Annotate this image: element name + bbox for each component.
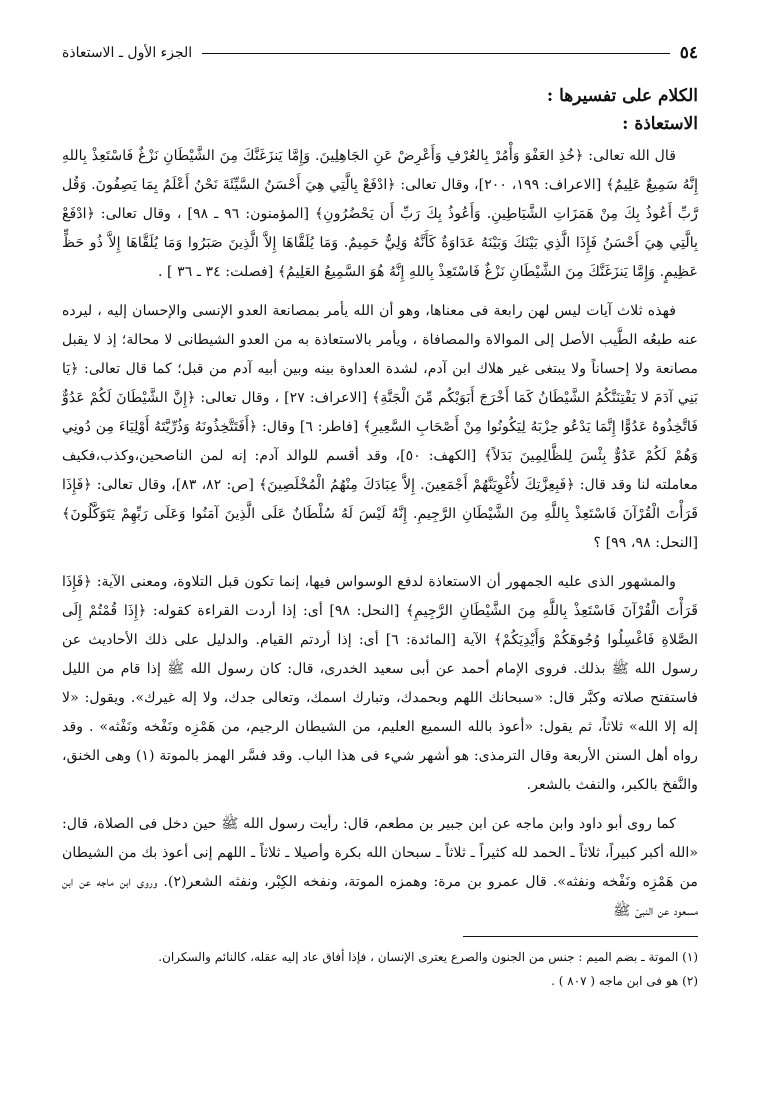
paragraph-quran-verses: قال الله تعالى: ﴿خُذِ العَفْوَ وَأْمُرْ بِالعُرْفِ وَأَعْرِضْ عَنِ الجَاهِلِينَ. وَإِمَّا يَنزَغَنَّكَ مِنَ الشَّيْطَانِ نَزْغٌ فَاسْتَعِذْ بِاللهِ إِنَّهُ سَمِيعٌ عَلِيمٌ﴾ [الاعراف: ١٩٩، ٢٠٠]، وقال تعالى: ﴿ادْفَعْ بِالَّتِي هِيَ أَحْسَنُ السَّيِّئَةَ نَحْنُ أَعْلَمُ بِمَا يَصِفُونَ. وَقُل رَّبِّ أَعُوذُ بِكَ مِنْ هَمَزَاتِ الشَّيَاطِينِ. وَأَعُوذُ بِكَ رَبِّ أَن يَحْضُرُونِ﴾ [المؤمنون: ٩٦ ـ ٩٨] ، وقال تعالى: ﴿ادْفَعْ بِالَّتِي هِيَ أَحْسَنُ فَإِذَا الَّذِي بَيْنَكَ وَبَيْنَهُ عَدَاوَةٌ كَأَنَّهُ وَلِيٌّ حَمِيمٌ. وَمَا يُلَقَّاهَا إِلاَّ الَّذِينَ صَبَرُوا وَمَا يُلَقَّاهَا إِلاَّ ذُو حَظٍّ عَظِيمٍ. وَإِمَّا يَنزَغَنَّكَ مِنَ الشَّيْطَانِ نَزْغٌ فَاسْتَعِذْ بِاللهِ إِنَّهُ هُوَ السَّمِيعُ العَلِيمُ﴾ [فصلت: ٣٤ ـ ٣٦ ] .	[62, 148, 699, 280]
running-title: الجزء الأول ـ الاستعاذة	[62, 45, 193, 61]
paragraph-three-verses: فهذه ثلاث آيات ليس لهن رابعة فى معناها، وهو أن الله يأمر بمصانعة العدو الإنسى والإحسان إليه ، ليرده عنه طبعُه الطَّيب الأصل إلى الموالاة والمصافاة ، ويأمر بالاستعاذة به من العدو الشيطانى لا محالة؛ إذ لا يقبل مصانعة ولا إحساناً ولا يبتغى غير هلاك ابن آدم، لشدة العداوة بينه وبين أبيه آدم من قبل؛ كما قال تعالى: ﴿يَا بَنِي آدَمَ لا يَفْتِنَنَّكُمُ الشَّيْطَانُ كَمَا أَخْرَجَ أَبَوَيْكُم مِّنَ الْجَنَّةِ﴾ [الاعراف: ٢٧] ، وقال تعالى: ﴿إِنَّ الشَّيْطَانَ لَكُمْ عَدُوٌّ فَاتَّخِذُوهُ عَدُوًّا إِنَّمَا يَدْعُو حِزْبَهُ لِيَكُونُوا مِنْ أَصْحَابِ السَّعِيرِ﴾ [فاطر: ٦] وقال: ﴿أَفَتَتَّخِذُونَهُ وَذُرِّيَّتَهُ أَوْلِيَاءَ مِن دُونِي وَهُمْ لَكُمْ عَدُوٌّ بِئْسَ لِلظَّالِمِينَ بَدَلاً﴾ [الكهف: ٥٠]، وقد أقسم للوالد آدم: إنه لمن الناصحين،وكذب،فكيف معاملته لنا وقد قال: ﴿فَبِعِزَّتِكَ لأُغْوِيَنَّهُمْ أَجْمَعِينَ. إِلاَّ عِبَادَكَ مِنْهُمُ الْمُخْلَصِينَ﴾ [ص: ٨٢، ٨٣]، وقال تعالى: ﴿فَإِذَا قَرَأْتَ الْقُرْآنَ فَاسْتَعِذْ بِاللَّهِ مِنَ الشَّيْطَانِ الرَّجِيمِ. إِنَّهُ لَيْسَ لَهُ سُلْطَانٌ عَلَى الَّذِينَ آمَنُوا وَعَلَى رَبِّهِمْ يَتَوَكَّلُونَ﴾ [النحل: ٩٨، ٩٩] ؟	[62, 303, 698, 551]
subsection-heading: الاستعاذة :	[622, 114, 698, 134]
footnote-1: (١) الموتة ـ بضم الميم : جنس من الجنون والصرع يعترى الإنسان ، فإذا أفاق عاد إليه عقله، كالنائم والسكران.	[158, 950, 698, 964]
page-number: ٥٤	[679, 43, 698, 63]
paragraph-isti-adha-timing: والمشهور الذى عليه الجمهور أن الاستعاذة لدفع الوسواس فيها، إنما تكون قبل التلاوة، ومعنى الآية: ﴿فَإِذَا قَرَأْتَ الْقُرْآنَ فَاسْتَعِذْ بِاللَّهِ مِنَ الشَّيْطَانِ الرَّجِيمِ﴾ [النحل: ٩٨] أى: إذا أردت القراءة كقوله: ﴿إِذَا قُمْتُمْ إِلَى الصَّلاةِ فَاغْسِلُوا وُجُوهَكُمْ وَأَيْدِيَكُمْ﴾ الآية [المائدة: ٦] أى: إذا أردتم القيام. والدليل على ذلك الأحاديث عن رسول الله ﷺ بذلك. فروى الإمام أحمد عن أبى سعيد الخدرى، قال: كان رسول الله ﷺ إذا قام من الليل فاستفتح صلاته وكبَّر قال: «سبحانك اللهم وبحمدك، وتبارك اسمك، وتعالى جدك، ولا إله غيرك». ويقول: «لا إله إلا الله» ثلاثاً، ثم يقول: «أعوذ بالله السميع العليم، من الشيطان الرجيم، من هَمْزِه ونَفْخه ونَفْثه» . وقد رواه أهل السنن الأربعة وقال الترمذى: هو أشهر شيء فى هذا الباب. وقد فسَّر الهمز بالموتة (١) وهى الخنق، والنَّفخ بالكبر، والنفث بالشعر.	[62, 574, 699, 793]
header-rule	[202, 53, 670, 54]
paragraph-hadith-ibn-jubair: كما روى أبو داود وابن ماجه عن ابن جبير بن مطعم، قال: رأيت رسول الله ﷺ حين دخل فى الصلاة، قال: «الله أكبر كبيراً، ثلاثاً ـ الحمد لله كثيراً ـ ثلاثاً ـ سبحان الله بكرة وأصيلا ـ ثلاثاً ـ اللهم إنى أعوذ بك من الشيطان من هَمْزِه ونَفْخه ونفثه». قال عمرو بن مرة: وهمزه الموتة، ونفخه الكِبْر، ونفثه الشعر(٢). وروى ابن ماجه عن ابن مسعود عن النبىّ ﷺ	[62, 816, 698, 919]
section-heading: الكلام على تفسيرها :	[546, 86, 698, 106]
page-body	[62, 86, 698, 993]
footnote-rule	[463, 936, 698, 937]
page-header	[62, 40, 698, 66]
footnote-2: (٢) هو فى ابن ماجه ( ٨٠٧ ) .	[551, 974, 698, 988]
